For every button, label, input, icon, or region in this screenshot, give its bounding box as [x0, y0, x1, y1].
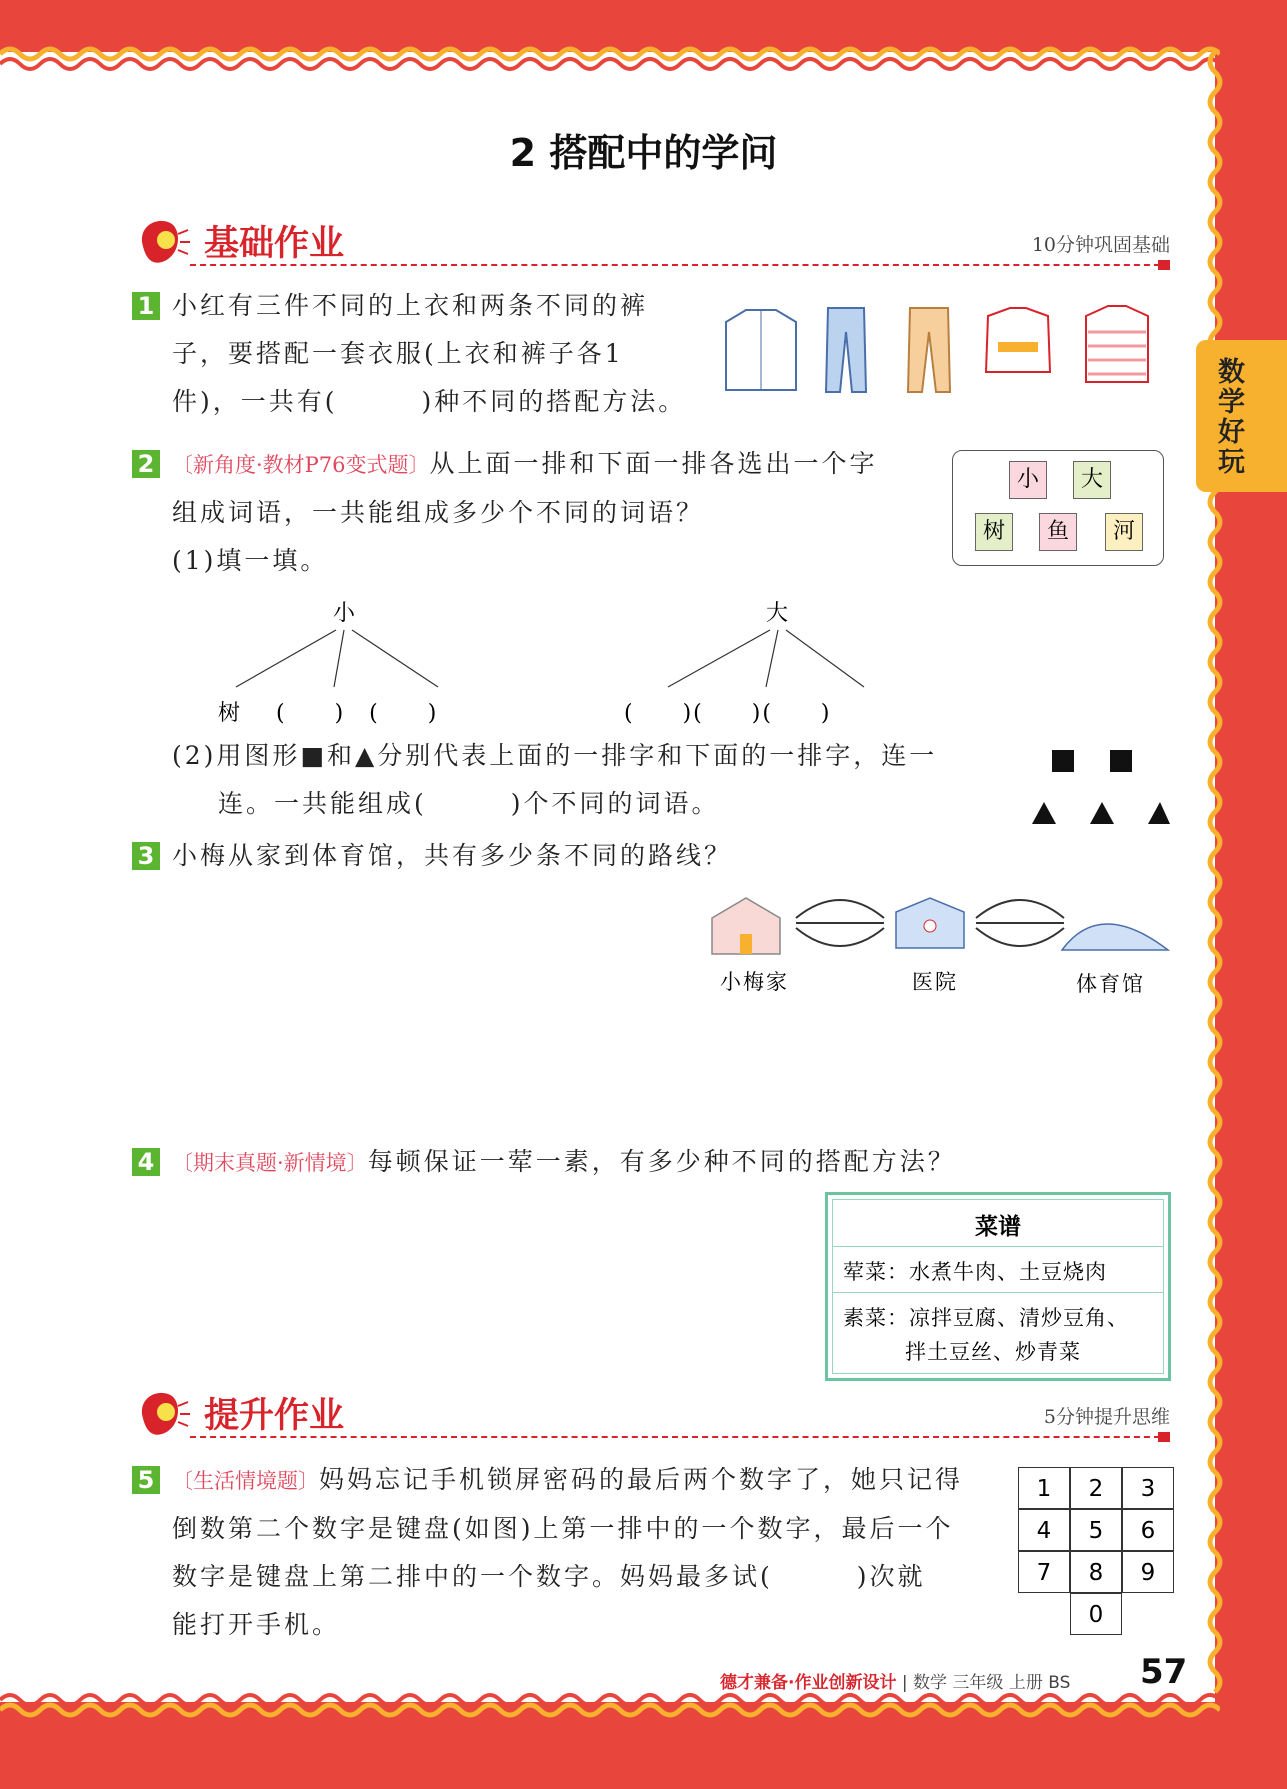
key-6: 6 [1122, 1509, 1174, 1551]
char-bottom-3: 河 [1105, 513, 1143, 551]
key-3: 3 [1122, 1467, 1174, 1509]
q3-number: 3 [132, 842, 160, 870]
q5-number: 5 [132, 1466, 160, 1494]
tree-right-top: 大 [766, 601, 789, 626]
tree-left-first: 树 [218, 701, 241, 726]
key-9: 9 [1122, 1551, 1174, 1593]
section-advanced-header: 提升作业 5分钟提升思维 [130, 1384, 1170, 1444]
tree-right-blanks: ( )( )( ) [624, 701, 832, 726]
page-number: 57 [1140, 1652, 1188, 1692]
char-bottom-2: 鱼 [1039, 513, 1077, 551]
place-gym: 体育馆 [1076, 972, 1145, 996]
q5-text: 〔生活情境题〕妈妈忘记手机锁屏密码的最后两个数字了，她只记得 倒数第二个数字是键盘(如图)上第一排中的一个数字，最后一个 数字是键盘上第二排中的一个数字。妈妈最多试( )次就 能打开手机。 [172, 1465, 964, 1639]
menu-box: 菜谱 荤菜：水煮牛肉、土豆烧肉 素菜：凉拌豆腐、清炒豆角、 拌土豆丝、炒青菜 [825, 1192, 1171, 1381]
char-bottom-1: 树 [975, 513, 1013, 551]
q2-sub2: (2)用图形■和▲分别代表上面的一排字和下面的一排字，连一 连。一共能组成( )个不同的词语。 [172, 741, 938, 818]
key-8: 8 [1070, 1551, 1122, 1593]
key-0: 0 [1070, 1593, 1122, 1635]
q4-number: 4 [132, 1148, 160, 1176]
char-top-2: 大 [1073, 461, 1111, 499]
q3-text: 小梅从家到体育馆，共有多少条不同的路线？ [172, 841, 733, 870]
key-2: 2 [1070, 1467, 1122, 1509]
q1-number: 1 [132, 292, 160, 320]
key-4: 4 [1018, 1509, 1070, 1551]
q2-number: 2 [132, 450, 160, 478]
section-basic-header: 基础作业 10分钟巩固基础 [130, 212, 1170, 272]
q1-text: 小红有三件不同的上衣和两条不同的裤 子，要搭配一套衣服(上衣和裤子各1 件)，一共有( )种不同的搭配方法。 [172, 291, 687, 416]
place-hospital: 医院 [912, 970, 958, 994]
key-1: 1 [1018, 1467, 1070, 1509]
page-title: 2 搭配中的学问 [509, 131, 778, 175]
tree-left-blanks: ( ) ( ) [276, 701, 439, 726]
key-5: 5 [1070, 1509, 1122, 1551]
place-home: 小梅家 [720, 970, 789, 994]
key-7: 7 [1018, 1551, 1070, 1593]
side-tab: 数学好玩 [1196, 340, 1287, 492]
char-top-1: 小 [1009, 461, 1047, 499]
shape-symbols [1010, 740, 1170, 830]
q2-text: 〔新角度·教材P76变式题〕从上面一排和下面一排各选出一个字 组成词语，一共能组成多少个不同的词语？ (1)填一填。 [172, 449, 878, 575]
footer: 德才兼备·作业创新设计 | 数学 三年级 上册 BS [720, 1673, 1071, 1693]
tree-left-top: 小 [333, 601, 356, 626]
route-map [700, 888, 1170, 968]
q4-text: 〔期末真题·新情境〕每顿保证一荤一素，有多少种不同的搭配方法？ [172, 1147, 956, 1176]
apple-mascot-icon [130, 1384, 190, 1440]
